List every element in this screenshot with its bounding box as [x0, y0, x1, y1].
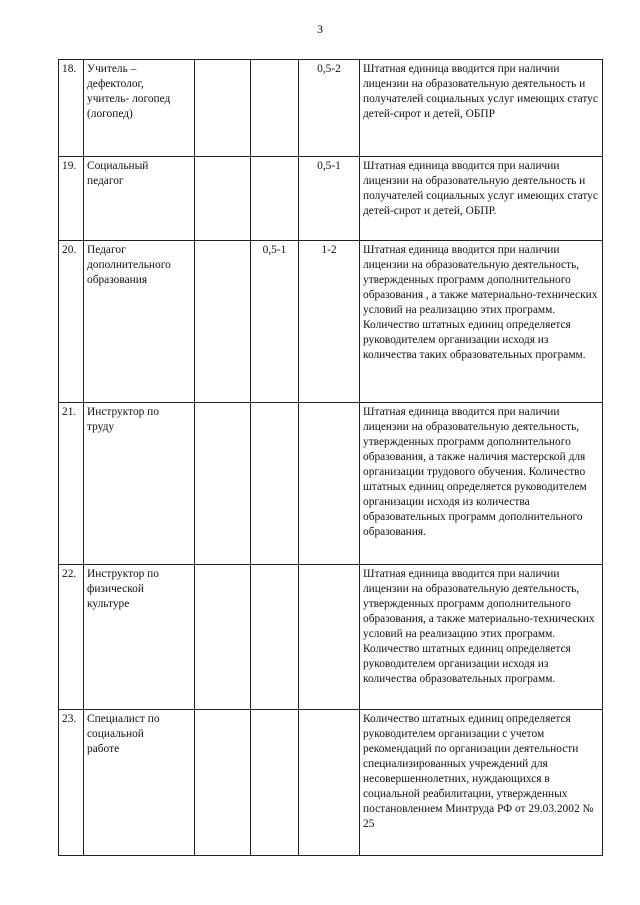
row-number: 19. — [59, 157, 84, 241]
position-name: Инструктор по труду — [84, 403, 195, 565]
cell-col5: 1-2 — [299, 241, 360, 403]
cell-col3 — [195, 565, 251, 710]
table-row — [59, 157, 603, 241]
row-number: 20. — [59, 241, 84, 403]
position-name: Социальный педагог — [84, 157, 195, 241]
table-row — [59, 241, 603, 403]
cell-col4 — [251, 565, 299, 710]
staffing-table — [58, 59, 603, 856]
cell-col5: 0,5-2 — [299, 60, 360, 157]
position-name: Специалист по социальной работе — [84, 710, 195, 856]
table-row — [59, 565, 603, 710]
cell-col4 — [251, 403, 299, 565]
note-cell: Штатная единица вводится при наличии лицензии на образовательную деятельность и получателей социальных услуг имеющих статус детей-сирот и детей, ОБПР. — [360, 157, 603, 241]
note-cell: Количество штатных единиц определяется руководителем организации с учетом рекомендаций по организации деятельности специализированных учреждений для несовершеннолетних, нуждающихся в социальной реабилитации, утвержденных постановлением Минтруда РФ от 29.03.2002 № 25 — [360, 710, 603, 856]
cell-col5 — [299, 403, 360, 565]
cell-col5 — [299, 710, 360, 856]
table-row — [59, 403, 603, 565]
note-cell: Штатная единица вводится при наличии лицензии на образовательную деятельность, утвержденных программ дополнительного образования , а также материально-технических условий на реализацию этих программ. Количество штатных единиц определяется руководителем организации исходя из количества таких образовательных программ. — [360, 241, 603, 403]
row-number: 23. — [59, 710, 84, 856]
cell-col3 — [195, 710, 251, 856]
position-name: Педагог дополнительного образования — [84, 241, 195, 403]
position-name: Инструктор по физической культуре — [84, 565, 195, 710]
cell-col4 — [251, 157, 299, 241]
row-number: 21. — [59, 403, 84, 565]
cell-col3 — [195, 241, 251, 403]
table-row — [59, 60, 603, 157]
cell-col3 — [195, 403, 251, 565]
cell-col4 — [251, 60, 299, 157]
cell-col5: 0,5-1 — [299, 157, 360, 241]
cell-col4 — [251, 710, 299, 856]
table-row — [59, 710, 603, 856]
row-number: 22. — [59, 565, 84, 710]
cell-col4: 0,5-1 — [251, 241, 299, 403]
row-number: 18. — [59, 60, 84, 157]
cell-col3 — [195, 157, 251, 241]
cell-col5 — [299, 565, 360, 710]
cell-col3 — [195, 60, 251, 157]
position-name: Учитель – дефектолог, учитель- логопед (логопед) — [84, 60, 195, 157]
note-cell: Штатная единица вводится при наличии лицензии на образовательную деятельность, утвержденных программ дополнительного образования, а также материально-технических условий на реализацию этих программ. Количество штатных единиц определяется руководителем организации исходя из количества образовательных программ. — [360, 565, 603, 710]
page-number: 3 — [317, 22, 323, 36]
note-cell: Штатная единица вводится при наличии лицензии на образовательную деятельность, утвержденных программ дополнительного образования, а также наличия мастерской для организации трудового обучения. Количество штатных единиц определяется руководителем организации исходя из количества образовательных программ дополнительного образования. — [360, 403, 603, 565]
note-cell: Штатная единица вводится при наличии лицензии на образовательную деятельность и получателей социальных услуг имеющих статус детей-сирот и детей, ОБПР — [360, 60, 603, 157]
